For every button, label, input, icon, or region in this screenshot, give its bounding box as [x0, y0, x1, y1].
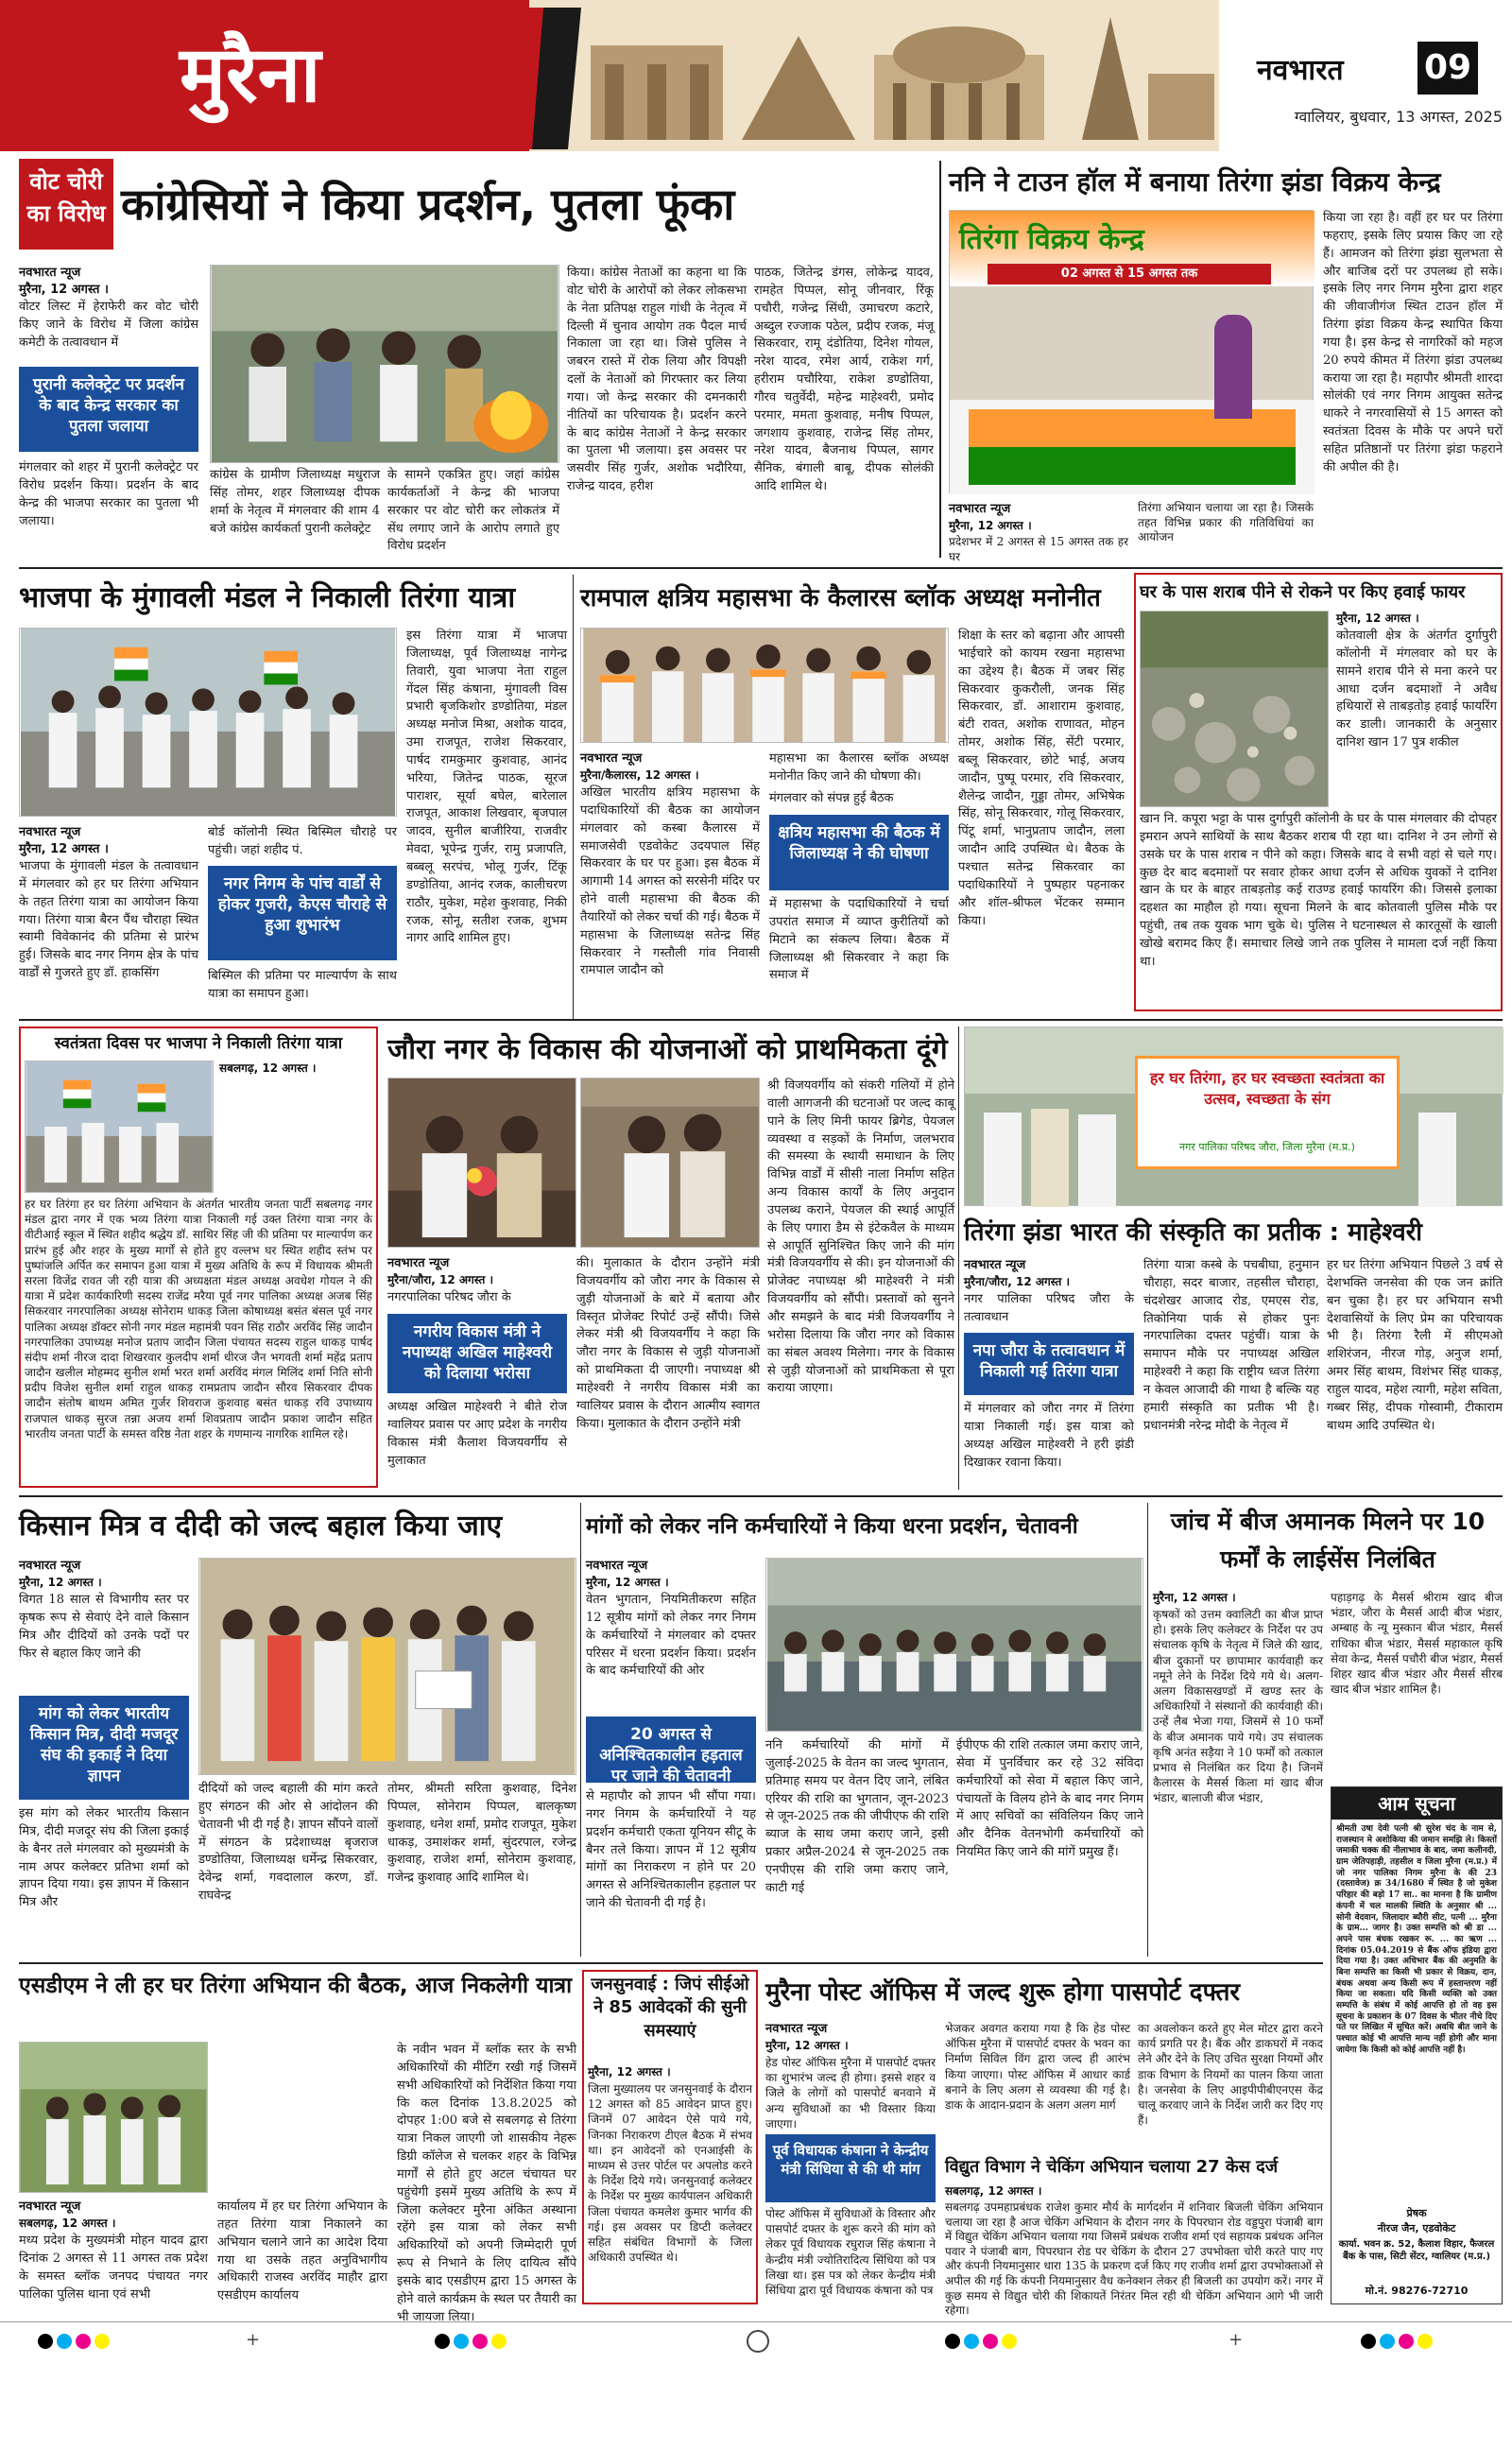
bjp-yatra-headline: भाजपा के मुंगावली मंडल ने निकाली तिरंगा यात्रा	[19, 581, 516, 614]
column-rule	[573, 575, 574, 1019]
jansunvai-text: जिला मुख्यालय पर जनसुनवाई के दौरान 12 अगस्त को 85 आवेदन प्राप्त हुए। जिनमें 07 आवेदन ऐसे पाये गये, जिनका निराकरण टीएल बैठक में संभव था। इन आवेदनों को एनआईसी के माध्यम से उत्तर पोर्टल पर अपलोड करने के निर्देश दिये गये। जनसुनवाई कलेक्टर के निर्देश पर मुख्य कार्यपालन अधिकारी जिला पंचायत कमलेश कुमार भार्गव की गई। इस अवसर पर डिप्टी कलेक्टर सहित संबंधित विभागों के जिला अधिकारी उपस्थित थे।	[588, 2082, 752, 2265]
passport-headline: मुरैना पोस्ट ऑफिस में जल्द शुरू होगा पासपोर्ट दफ्तर	[765, 1978, 1241, 2007]
beej-text-2: पहाड़गढ़ के मैसर्स श्रीराम खाद बीज भंडार, जौरा के मैसर्स आदी बीज भंडार, अम्बाह के न्यू मुस्कान बीज भंडार, मैसर्स राधिका बीज भंडार, मैसर्स महाकाल कृषि सेवा केन्द्र, मैसर्स पचौरी बीज भंडार, मैसर्स शिहर खाद बीज भंडार और मैसर्स सीरब खाद बीज भंडार शामिल है।	[1331, 1591, 1503, 1697]
tiranga-center-text-1: प्रदेशभर में 2 अगस्त से 15 अगस्त तक हर घर	[949, 535, 1128, 563]
page-number: 09	[1418, 42, 1478, 95]
dharna-headline: मांगों को लेकर ननि कर्मचारियों ने किया धरना प्रदर्शन, चेतावनी	[586, 1514, 1078, 1539]
lead-text-4: किया। कांग्रेस नेताओं का कहना था कि वोट चोरी के आरोपों को लेकर लोकसभा के नेता प्रतिपक्ष राहुल गांधी के नेतृत्व में दिल्ली में चुनाव आयोग तक पैदल मार्च निकाला जा रहा था। जिसे पुलिस ने जबरन रास्ते में रोक लिया और विपक्षी दलों के नेताओं को गिरफ्तार कर लिया गया। जो केन्द्र सरकार की दमनकारी नीतियों का परिचायक है। प्रदर्शन करने के बाद कांग्रेस नेताओं ने केन्द्र सरकार का पुतला भी जलाया। इस अवसर पर जसवीर सिंह गुर्जर, अशोक भदौरिया, राजेन्द्र यादव, हरीश	[567, 266, 747, 494]
jaura-text-3: श्री विजयवर्गीय को संकरी गलियों में होने वाली आगजनी की घटनाओं पर जल्द काबू पाने के लिए मिनी फायर ब्रिगेड, पेयजल व्यवस्था व सड़कों के निर्माण, जलभराव की समस्या के स्थायी समाधान के लिए विभिन्न वार्डों में सीसी नाला निर्माण सहित अन्य विकास कार्यों के लिए अनुदान उपलब्ध कराने, पेयजल की स्थाई आपूर्ति के लिए पगारा डैम से इंटेकवैल के माध्यम से आपूर्ति सुनिश्चित किए जाने की मांग मंत्री विजयवर्गीय से की। इन योजनाओं की प्रोजेक्ट नपाध्यक्ष श्री माहेश्वरी ने मंत्री विजयवर्गीय को सौंपी। प्रस्तावों को सुनने और समझने के बाद मंत्री विजयवर्गीय ने भरोसा दिलाया कि जौरा नगर को विकास का संबल अवश्य मिलेगा। नगर के विकास से जुड़ी योजनाओं को प्राथमिकता से पूरा कराया जाएगा।	[767, 1078, 954, 1396]
kisan-text-1b: इस मांग को लेकर भारतीय किसान मित्र, दीदी मजदूर संघ की जिला इकाई के बैनर तले मंगलवार को मुख्यमंत्री के नाम अपर कलेक्टर प्रतिभा शर्मा को ज्ञापन दिया गया। इस ज्ञापन में किसान मित्र और	[19, 1806, 189, 1910]
bjp-yatra-callout: नगर निगम के पांच वार्डों से होकर गुजरी, केएस चौराहे से हुआ शुभारंभ	[208, 866, 397, 960]
maheshwari-text-2: तिरंगा यात्रा कस्बे के पचबीघा, हनुमान चौराहा, सदर बाजार, तहसील चौराहा, चंदशेखर आजाद रोड, एमएस रोड, तिकोनिया पार्क से होकर पुनः नगरपालिका दफ्तर पहुंचीं। यात्रा के समापन मौके पर नपाध्यक्ष अखिल माहेश्वरी ने कहा कि राष्ट्रीय ध्वज तिरंगा न केवल आजादी की गाथा है बल्कि यह हमारी संस्कृति का प्रतीक भी है। प्रधानमंत्री नरेन्द्र मोदी के नेतृत्व में	[1143, 1258, 1319, 1433]
sdm-text-3: के नवीन भवन में ब्लॉक स्तर के सभी अधिकारियों की मीटिंग रखी गई जिसमें सभी अधिकारियों को निर्देशित किया गया कि कल दिनांक 13.8.2025 को दोपहर 1:00 बजे से सबलगढ़ से तिरंगा यात्रा निकल जाएगी जो शासकीय नेहरू डिग्री कॉलेज से चलकर शहर के विभिन्न मार्गों से होते हुए अटल चंचायत घर पहुंचेगी इसमें मुख्य अतिथि के रूप में जिला कलेक्टर मुरैना अंकित अस्थाना रहेंगे इस यात्रा को लेकर सभी अधिकारियों को अपनी जिम्मेदारी पूर्ण रूप से निभाने के लिए दायित्व सौंपे इसके बाद एसडीएम द्वारा 15 अगस्त के होने वाले कार्यक्रम के स्थल पर तैयारी का भी जायजा लिया।	[397, 2043, 576, 2324]
dharna-text-1a: वेतन भुगतान, नियमितीकरण सहित 12 सूत्रीय मांगों को लेकर नगर निगम के कर्मचारियों ने मंगलवार को दफ्तर परिसर में धरना प्रदर्शन किया। प्रदर्शन के बाद कर्मचारियों की ओर	[586, 1593, 756, 1679]
bjp-yatra-dateline: मुरैना, 12 अगस्त ।	[19, 842, 109, 856]
dharna-byline: नवभारत न्यूज	[586, 1559, 648, 1573]
maheshwari-text-3: हर घर तिरंगा अभियान पिछले 3 वर्ष से देशभक्ति जनसेवा की एक जन क्रांति बन चुका है। हर घर अभियान सभी देशवासियों के लिए प्रेम का परिचायक भी है। तिरंगा रैली में सीएमओ शशिरंजन, नीरज गोड़, अनुज शर्मा, अमर सिंह बाथम, विशंभर सिंह धाकड़, राहुल यादव, महेश त्यागी, महेश सविता, गब्बर सिंह, दीपक गोस्वामी, टीकाराम बाथम आदि उपस्थित थे।	[1327, 1258, 1503, 1433]
dharna-dateline: मुरैना, 12 अगस्त ।	[586, 1576, 669, 1589]
kisan-dateline: मुरैना, 12 अगस्त ।	[19, 1576, 102, 1589]
passport-byline: नवभारत न्यूज	[765, 2022, 828, 2036]
tiranga-center-byline: नवभारत न्यूज	[949, 502, 1011, 516]
passport-callout: पूर्व विधायक कंषाना ने केन्द्रीय मंत्री सिंधिया से की थी मांग	[765, 2134, 936, 2202]
section-rule	[19, 1495, 1503, 1497]
lead-headline: कांग्रेसियों ने किया प्रदर्शन, पुतला फूंका	[121, 179, 735, 230]
maheshwari-byline: नवभारत न्यूज	[964, 1258, 1026, 1272]
tiranga-center-text-3: किया जा रहा है। वहीं हर घर पर तिरंगा फहराए, इसके लिए प्रयास किए जा रहे हैं। आमजन को तिरंगा झंडा सुलभता से और बाजिब दरों पर उपलब्ध हो सके। इसके लिए नगर निगम मुरैना द्वारा शहर की जीवाजीगंज स्थित टाउन हॉल में तिरंगा झंडा विक्रय केन्द्र स्थापित किया गया है। इस केन्द्र से नागरिकों को महज 20 रुपये कीमत में तिरंगा झंडा उपलब्ध कराया जा रहा है। महापौर श्रीमती शारदा सोलंकी एवं नगर निगम आयुक्त सतेन्द्र धाकरे ने नगरवासियों से 15 अगस्त को स्वतंत्रता दिवस के मौके पर अपने घरों सहित प्रतिष्ठानों पर तिरंगा झंडा फहराने की अपील की है।	[1323, 211, 1503, 474]
maheshwari-photo	[964, 1027, 1503, 1206]
masthead-city: मुरैना	[180, 30, 321, 120]
newspaper-name: नवभारत	[1257, 54, 1344, 87]
jansunvai-dateline: मुरैना, 12 अगस्त ।	[588, 2065, 671, 2079]
jaura-headline: जौरा नगर के विकास की योजनाओं को प्राथमिकता दूंगे	[387, 1033, 948, 1066]
kisan-callout: मांग को लेकर भारतीय किसान मित्र, दीदी मजदूर संघ की इकाई ने दिया ज्ञापन	[19, 1696, 189, 1800]
kisan-headline: किसान मित्र व दीदी को जल्द बहाल किया जाए	[19, 1510, 503, 1543]
firing-text-1: कोतवाली क्षेत्र के अंतर्गत दुर्गापुरी कॉलोनी में मंगलवार को घर के सामने शराब पीने से मना करने पर आधा दर्जन बदमाशों ने अवैध हथियारों से ताबड़तोड़ हवाई फायरिंग कर डाली। जानकारी के अनुसार दानिश खान 17 पुत्र शकील	[1336, 629, 1497, 751]
kisan-text-1a: विगत 18 साल से विभागीय स्तर पर कृषक रूप से सेवाएं देने वाले किसान मित्र और दीदियों को उनके पदों पर फिर से बहाल किए जाने की	[19, 1593, 189, 1661]
kshatriya-byline: नवभारत न्यूज	[580, 751, 643, 766]
firing-headline: घर के पास शराब पीने से रोकने पर किए हवाई फायर	[1140, 582, 1466, 602]
passport-dateline: मुरैना, 12 अगस्त ।	[765, 2039, 849, 2052]
bjp-yatra-text-1: भाजपा के मुंगावली मंडल के तत्वावधान में मंगलवार को हर घर तिरंगा अभियान के तहत तिरंगा यात्रा का आयोजन किया गया। तिरंगा यात्रा बैरन पैंथ चौराहा स्थित स्वामी विवेकानंद की प्रतिमा से प्रारंभ हुई। जिसके बाद नगर निगम क्षेत्र के पांच वार्डों से गुजरते हुए डॉ. हाकसिंग	[19, 859, 198, 981]
masthead-monuments-illustration	[515, 8, 1233, 149]
lead-dateline: मुरैना, 12 अगस्त ।	[19, 283, 109, 297]
maheshwari-text-1a: नगर पालिका परिषद जौरा के तत्वावधान	[964, 1292, 1134, 1324]
jaura-text-2: की। मुलाकात के दौरान उन्होंने मंत्री विजयवर्गीय को जौरा नगर के विकास से जुड़ी योजनाओं के बारे में बताया और विस्तृत प्रोजेक्ट रिपोर्ट उन्हें सौंपी। जिसे लेकर मंत्री श्री विजयवर्गीय ने कहा कि जौरा नगर के विकास से जुड़ी योजनाओं को प्राथमिकता दी जाएगी। नपाध्यक्ष श्री माहेश्वरी ने नगरीय विकास मंत्री का ग्वालियर प्रवास के दौरान आत्मीय स्वागत किया। मुलाकात के दौरान उन्होंने मंत्री	[576, 1256, 760, 1431]
notice-title: आम सूचना	[1332, 1787, 1502, 1820]
dharna-text-1b: से महापौर को ज्ञापन भी सौंपा गया। नगर निगम के कर्मचारियों ने यह प्रदर्शन कर्मचारी एकता यूनियन सीटू के बैनर तले किया। ज्ञापन में 12 सूत्रीय मांगों का निराकरण न होने पर 20 अगस्त से अनिश्चितकालीन हड़ताल पर जाने की चेतावनी दी गई है।	[586, 1789, 756, 1911]
sdm-byline: नवभारत न्यूज	[19, 2200, 81, 2214]
firing-text-2: खान नि. कपूरा भट्टा के पास दुर्गापुरी कॉलोनी के घर के पास मंगलवार की दोपहर इमरान अपने साथियों के साथ बैठकर शराब पी रहा था। दानिश ने उन लोगों से उसके घर के पास शराब न पीने को कहा। जिसके बाद वे सभी वहां से चले गए। कुछ देर बाद बदमाशों पर सवार होकर आधा दर्जन से अधिक युवकों ने दानिश खान के घर के बाहर ताबड़तोड़ कई राउण्ड हवाई फायरिंग की। जिससे इलाका दहशत का माहौल हो गया। सूचना मिलने के बाद कोतवाली पुलिस मौके पर पहुंची, तब तक युवक भाग चुके थे। पुलिस ने घटनास्थल से कारतूसों के खाली खोखे बरामद किए हैं। समाचार लिखे जाने तक पुलिस ने मामला दर्ज नहीं किया था।	[1140, 812, 1497, 969]
passport-text-1a: हेड पोस्ट ऑफिस मुरैना में पासपोर्ट दफ्तर का शुभारंभ जल्द ही होगा। इससे शहर व जिले के लोगों को पासपोर्ट बनवाने में अन्य सुविधाओं का भी विस्तार किया जाएगा।	[765, 2056, 936, 2131]
lead-text-2: कांग्रेस के ग्रामीण जिलाध्यक्ष मधुराज सिंह तोमर, शहर जिलाध्यक्ष दीपक शर्मा के नेतृत्व में मंगलवार की शाम 4 बजे कांग्रेस कार्यकर्ता पुरानी कलेक्ट्रेट	[210, 468, 380, 536]
dharna-text-2: ननि कर्मचारियों की मांगों में जुलाई-2025 के वेतन का जल्द भुगतान, प्रतिमाह समय पर वेतन दिए जाने, लंबित एरियर की राशि का भुगतान, जून-2023 से जून-2025 तक की जीपीएफ की राशि ब्याज के साथ जमा कराए जाने, इसी प्रकार अप्रैल-2024 से जून-2025 तक एनपीएस की राशि जमा कराए जाने, काटी गई	[765, 1738, 949, 1895]
column-rule	[939, 161, 941, 558]
bjp-yatra-byline: नवभारत न्यूज	[19, 825, 81, 839]
tiranga-center-text-2: तिरंगा अभियान चलाया जा रहा है। जिसके तहत विभिन्न प्रकार की गतिविधियां का आयोजन	[1138, 501, 1314, 544]
section-rule	[19, 1962, 1323, 1964]
lead-text-3: के सामने एकत्रित हुए। जहां कांग्रेस कार्यकर्ताओं ने केन्द्र की भाजपा सरकार पर वोट चोरी कर लोकतंत्र में सेंध लगाए जाने के आरोप लगाते हुए विरोध प्रदर्शन	[387, 468, 559, 554]
jaura-text-1a: नगरपालिका परिषद जौरा के	[387, 1290, 511, 1304]
kshatriya-text-1: अखिल भारतीय क्षत्रिय महासभा के पदाधिकारियों की बैठक का आयोजन मंगलवार को कस्बा कैलारस में समाजसेवी एडवोकेट उदयपाल सिंह सिकरवार के घर पर हुआ। इस बैठक में आगामी 14 अगस्त को सरसेनी मंदिर पर होने वाली महासभा की बैठक की तैयारियों को लेकर चर्चा की गई। बैठक में महासभा के जिलाध्यक्ष सतेन्द्र सिंह सिकरवार ने गस्तौली गांव निवासी रामपाल जादौन को	[580, 785, 760, 978]
kisan-byline: नवभारत न्यूज	[19, 1559, 81, 1573]
beej-headline: जांच में बीज अमानक मिलने पर 10 फर्मों के लाईसेंस निलंबित	[1170, 1508, 1486, 1573]
jaura-photo-2	[580, 1078, 760, 1248]
column-rule	[580, 1503, 581, 1957]
bjp-yatra-text-2a: बोर्ड कॉलोनी स्थित बिस्मिल चौराहे पर पहुंची। जहां शहीद पं.	[208, 825, 397, 857]
photo-banner-text: तिरंगा विक्रय केन्द्र	[959, 223, 1144, 256]
maheshwari-banner: हर घर तिरंगा, हर घर स्वच्छता स्वतंत्रता का उत्सव, स्वच्छता के संग	[1149, 1069, 1385, 1108]
sdm-text-2: कार्यालय में हर घर तिरंगा अभियान के तहत तिरंगा यात्रा निकालने का अभियान चलाने जाने का आदेश दिया गया था उसके तहत अनुविभागीय अधिकारी राजस्व अरविंद माहौर द्वारा एसडीएम कार्यालय	[217, 2200, 387, 2303]
beej-text-1: कृषकों को उत्तम क्वालिटी का बीज प्राप्त हो। इसके लिए कलेक्टर के निर्देश पर उप संचालक कृषि के नेतृत्व में जिले की खाद, बीज दुकानों पर छापामार कार्यवाही कर नमूने लेने के निर्देश दिये गये थे। अलग-अलग विकासखण्डों में खण्ड स्तर के अधिकारियों ने संस्थानों की कार्यवाही की। उन्हें लैब भेजा गया, जिसमें से 10 फर्मों के बीज अमानक पाये गये। उप संचालक कृषि अनंत सड़ैया ने 10 फर्मों को तत्काल प्रभाव से निलंबित कर दिया है। जिनमें कैलारस के मैसर्स किला मां खाद बीज भंडार, बालाजी बीज भंडार,	[1153, 1608, 1323, 1805]
beej-dateline: मुरैना, 12 अगस्त ।	[1153, 1591, 1236, 1604]
dharna-text-3: ईपीएफ की राशि तत्काल जमा कराए जाने, सेवा में पुनर्विचार कर रहे 32 संविदा कर्मचारियों को सेवा में बहाल किए जाने, पंचायतों के विलय होने के बाद नगर निगम में आए सचिवों का संविलियन किए जाने और दैनिक वेतनभोगी कर्मचारियों को नियमित किए जाने की मांगें प्रमुख हैं।	[956, 1738, 1143, 1860]
bjp-yatra-text-2b: बिस्मिल की प्रतिमा पर माल्यार्पण के साथ यात्रा का समापन हुआ।	[208, 969, 397, 1001]
sdm-dateline: सबलगढ़, 12 अगस्त ।	[19, 2217, 116, 2230]
passport-text-2: भेजकर अवगत कराया गया है कि हेड पोस्ट ऑफिस मुरैना में पासपोर्ट दफ्तर के भवन का निर्माण सिविल विंग द्वारा जल्द ही आरंभ किया जाएगा। पोस्ट ऑफिस में आधार कार्ड बनाने के लिए अलग से व्यवस्था की गई है। डाक के आदान-प्रदान के अलग अलग मार्ग	[945, 2022, 1130, 2112]
section-rule	[19, 567, 1503, 569]
independence-headline: स्वतंत्रता दिवस पर भाजपा ने निकाली तिरंगा यात्रा	[54, 1034, 343, 1053]
lead-text-1: वोटर लिस्ट में हेराफेरी कर वोट चोरी किए जाने के विरोध में जिला कांग्रेस कमेटी के तत्वावधान में	[19, 300, 198, 350]
jaura-byline: नवभारत न्यूज	[387, 1256, 450, 1270]
bijli-dateline: सबलगढ़, 12 अगस्त ।	[945, 2184, 1042, 2198]
column-rule	[958, 1027, 959, 1490]
kshatriya-text-2a: महासभा का कैलारस ब्लॉक अध्यक्ष मनोनीत किए जाने की घोषणा की।	[769, 751, 949, 784]
section-rule	[19, 1019, 1503, 1021]
passport-text-1b: पोस्ट ऑफिस में सुविधाओं के विस्तार और पासपोर्ट दफ्तर के शुरू करने की मांग को लेकर पूर्व विधायक रघुराज सिंह कंषाना ने केन्द्रीय मंत्री ज्योतिरादित्य सिंधिया को पत्र लिखा था। इस पत्र को लेकर केन्द्रीय मंत्री सिंधिया द्वारा पूर्व विधायक कंषाना को पत्र	[765, 2207, 936, 2297]
passport-text-3: का अवलोकन करते हुए मेल मोटर द्वारा करने कार्य प्रगति पर है। बैंक और डाकघरों में नकद लेने और देने के लिए उचित सुरक्षा नियमों और डाक विभाग के नियमों का पालन किया जाता है। जनसेवा के लिए आइपीपीबीएनएस केंद्र चालू करवाए जाने के निर्देश जारी कर दिए गए हैं।	[1138, 2022, 1323, 2128]
photo-banner-date: 02 अगस्त से 15 अगस्त तक	[988, 264, 1271, 285]
jansunvai-headline: जनसुनवाई : जिपं सीईओ ने 85 आवेदकों की सुनी समस्याएं	[591, 1975, 749, 2041]
maheshwari-banner-sub: नगर पालिका परिषद जौरा, जिला मुरैना (म.प्र.)	[1179, 1141, 1355, 1153]
tiranga-center-headline: ननि ने टाउन हॉल में बनाया तिरंगा झंडा विक्रय केन्द्र	[949, 166, 1441, 198]
column-rule	[1147, 1503, 1148, 1957]
maheshwari-text-1b: में मंगलवार को जौरा नगर में तिरंगा यात्रा निकाली गई। इस यात्रा को अध्यक्ष अखिल माहेश्वरी ने हरी झंडी दिखाकर रवाना किया।	[964, 1402, 1134, 1470]
kshatriya-text-2c: में महासभा के पदाधिकारियों ने चर्चा उपरांत समाज में व्याप्त कुरीतियों को मिटाने का संकल्प लिया। बैठक में जिलाध्यक्ष श्री सिकरवार ने कहा कि समाज में	[769, 897, 949, 983]
sdm-text-1: मध्य प्रदेश के मुख्यमंत्री मोहन यादव द्वारा दिनांक 2 अगस्त से 11 अगस्त तक प्रदेश के समस्त ब्लॉक जनपद पंचायत नगर पालिका पुलिस थाना एवं सभी	[19, 2234, 208, 2302]
jaura-callout: नगरीय विकास मंत्री ने नपाध्यक्ष अखिल माहेश्वरी को दिलाया भरोसा	[387, 1314, 567, 1393]
kisan-photo	[198, 1558, 576, 1775]
lead-photo-protest	[210, 265, 559, 463]
firing-photo	[1140, 611, 1329, 807]
kshatriya-text-2b: मंगलवार को संपन्न हुई बैठक	[769, 791, 894, 805]
notice-body: श्रीमती उषा देवी पत्नी श्री सुरेश चंद के नाम से, राजस्थान मे अशोकिया की जमान समझि ले। किस्तों जमाकी चक्क की नीलाभाव के बाद, जमा कलीनदी, ग्राम जेतिपहाड़ी, तहसील व जिला मुरैना (म.प्र.) में जो नगर पालिका निगम मुरैना के की 23 (दस्तावेज) क्र 34/1680 में स्थित है जो मुकेश परिहार की बड़ो 17 सा.. का मानना है कि ग्रामीण कंपनी में चल मालकी स्थिति के अनुसार श्री ... सोनी वेदवान, जिलादार ब्यौरी सीट, पत्नी ... मुरैना के ग्राम... जागर है। उक्त सम्पत्ति को श्री डा ... अपने पास बंधक रखकर रू. ... का ऋण ... दिनांक 05.04.2019 से बैंक ऑफ इंडिया द्वारा दिया गया है। उक्त अधिभार बैंक की अनुमति के बिना सम्पत्ति का किसी भी प्रकार से विक्रय, दान, बंधक अथवा अन्य किसी रूप में हस्तान्तरण नहीं किया जा सकता। यदि किसी व्यक्ति को उक्त सम्पत्ति के संबंध में कोई आपत्ति हो तो वह इस सूचना के प्रकाशन के 07 दिवस के भीतर नीचे दिए पते पर लिखित में सूचित करें। अवधि बीत जाने के पश्चात कोई भी आपत्ति मान्य नहीं होगी और माना जायेगा कि किसी को कोई आपत्ति नहीं है।	[1336, 1824, 1497, 2055]
kshatriya-photo	[580, 628, 949, 743]
kshatriya-headline: रामपाल क्षत्रिय महासभा के कैलारस ब्लॉक अध्यक्ष मनोनीत	[580, 584, 1101, 612]
kshatriya-dateline: मुरैना/कैलारस, 12 अगस्त ।	[580, 768, 699, 782]
notice-sign-phone: मो.नं. 98276-72710	[1365, 2285, 1469, 2297]
notice-sign-label: प्रेषक	[1406, 2207, 1427, 2219]
independence-dateline: सबलगढ़, 12 अगस्त ।	[219, 1061, 317, 1075]
lead-byline: नवभारत न्यूज	[19, 266, 81, 280]
print-registration-strip: + +	[0, 2321, 1512, 2359]
sdm-photo	[19, 2042, 208, 2193]
tiranga-center-dateline: मुरैना, 12 अगस्त ।	[949, 519, 1032, 532]
lead-kicker: वोट चोरी का विरोध	[19, 159, 113, 250]
dateline: ग्वालियर, बुधवार, 13 अगस्त, 2025	[1294, 108, 1503, 126]
kshatriya-text-3: शिक्षा के स्तर को बढ़ाना और आपसी भाईचारे को कायम रखना महासभा का उद्देश्य है। बैठक में जबर सिंह सिकरवार कुकरौली, जनक सिंह सिकरवार, डॉ. आशाराम कुशवाह, बंटी रावत, अशोक राणावत, मोहन तोमर, अशोक सिंह, सेंटी परमार, बब्लू सिकरवार, छोटे भाई, अजय जादौन, पुष्पू परमार, रवि सिकरवार, शैलेन्द्र जादौन, गुड्डा तोमर, अभिषेक सिंह, सोनू सिकरवार, गोलू सिकरवार, पिंटू शर्मा, भानुप्रताप जादौन, लला जादौन आदि उपस्थित थे। बैठक के पश्चात सतेन्द्र सिकरवार का पदाधिकारियों ने पुष्पहार पहनाकर और शॉल-श्रीफल भेंटकर सम्मान किया।	[958, 629, 1125, 928]
kisan-text-3: तोमर, श्रीमती सरिता कुशवाह, दिनेश पिप्पल, सोनेराम पिप्पल, बालकृष्ण कुशवाह, धनेश शर्मा, प्रमोद राजपूत, मुकेश धाकड़, उमाशंकर शर्मा, सुंदरपाल, रजेन्द्र कुशवाह, राजेश शर्मा, सोनेराम कुशवाह, गजेन्द्र कुशवाह आदि शामिल थे।	[387, 1782, 576, 1886]
independence-text: हर घर तिरंगा हर घर तिरंगा अभियान के अंतर्गत भारतीय जनता पार्टी सबलगढ़ नगर मंडल द्वारा नगर में एक भव्य तिरंगा यात्रा निकाली गई उक्त तिरंगा यात्रा नगर के वीटीआई स्कूल में स्थित शहीद श्रद्धेय डॉ. साथिर सिंह जी की प्रतिमा पर माल्यार्पण कर प्रारंभ हुई और शहर के मुख्य मार्गों से होते हुए वल्लभ घर स्थित शहीद स्तंभ पर पुष्पांजलि अर्पित कर समापन हुआ यात्रा में मुख्य अतिथि के रूप में विधायक श्रीमती सरला विजेंद्र रावत जी रही यात्रा की अध्यक्षता मंडल अध्यक्ष अवधेश गोयल ने की यात्रा में प्रदेश कार्यकारिणी सदस्य राजेंद्र मरैया पूर्व नगर पालिका अध्यक्ष अजब सिंह सिकरवार नगरपालिका अध्यक्ष सोनेराम धाकड़ जिला कोषाध्यक्ष बसंत बंसल पूर्व नगर पालिका अध्यक्ष डॉक्टर सोनी नगर मंडल महामंत्री पवन सिंह राठौर अरविंद सिंह जादौन नगरपालिका उपाध्यक्ष मनोज प्रताप जादौन जिला पंचायत सदस्य राहुल धाकड़ पार्षद संदीप शर्मा नीरज दादा शिखरवार कुलदीप शर्मा धीरज जैन भगवती शर्मा महेंद्र प्रताप जादौन खलील मोहम्मद सुनील शर्मा भरत शर्मा अरविंद मंगल मिलिंद शर्मा निति सोनी प्रदीप विजेश सुनील शर्मा राहुल धाकड़ रामप्रताप जादौन सौरव सिकरवार दीपक जादौन संतोष बाथम अमित गुर्जर शिवराज कुशवाह बसंत धाकड़ रवि उपाध्याय राजपाल धाकड़ सुरज तन्ना अजय शर्मा शिवप्रताप जादौन प्रकाश जादौन सहित भारतीय जनता पार्टी के समस्त वरिष्ठ नेता शहर के गणमान्य नागरिक शामिल रहे।	[25, 1198, 372, 1441]
jaura-photo-1	[387, 1078, 576, 1248]
notice-sign-name: नीरज जैन, एडवोकेट	[1377, 2222, 1456, 2234]
dharna-photo	[765, 1558, 1143, 1732]
jaura-dateline: मुरैना/जौरा, 12 अगस्त ।	[387, 1273, 494, 1286]
lead-text-1b: मंगलवार को शहर में पुरानी कलेक्ट्रेट पर विरोध प्रदर्शन किया। प्रदर्शन के बाद केन्द्र की भाजपा सरकार का पुतला भी जलाया।	[19, 460, 198, 528]
tiranga-center-photo	[949, 210, 1314, 493]
independence-photo	[25, 1061, 214, 1193]
notice-sign-address: कार्या. भवन क्र. 52, कैलाश विहार, फैजरल बैंक के पास, सिटी सेंटर, ग्वालियर (म.प्र.)	[1338, 2239, 1495, 2262]
bijli-text: सबलगढ़ उपमहाप्रबंधक राजेश कुमार मौर्य के मार्गदर्शन में शनिवार बिजली चेकिंग अभियान चलाया जा रहा है आज चेकिंग अभियान के दौरान नगर के पिपरघान रोड वड्डपुरा पंजाबी बाग में विद्युत चेकिंग अभियान चलाया गया जिसमें प्रबंधक राजीव शर्मा एवं सहायक प्रबंधक अनिल पवार ने पंजाबी बाग, पिपरघान रोड पर चेकिंग के दौरान 27 उपभोक्ता चोरी करते पाए गए और कंपनी नियमानुसार धारा 135 के प्रकरण दर्ज किए गए राजीव शर्मा द्वारा उपभोक्ताओं से अपील की गई कि कंपनी नियमानुसार वैध कनेक्शन लेकर ही बिजली का उपयोग करें। नगर में कुछ समय से विद्युत चोरी की शिकायतें निरंतर मिल रही थी चेकिंग अभियान आगे भी जारी रहेगा।	[945, 2200, 1323, 2318]
maheshwari-headline: तिरंगा झंडा भारत की संस्कृति का प्रतीक : माहेश्वरी	[964, 1218, 1423, 1247]
bjp-yatra-photo	[19, 628, 397, 817]
kisan-text-2: दीदियों को जल्द बहाली की मांग करते हुए संगठन की ओर से आंदोलन की चेतावनी भी दी गई है। ज्ञापन सौंपने वालों में संगठन के प्रदेशाध्यक्ष बृजराज डण्डोतिया, जिलाध्यक्ष धर्मेन्द्र सिकरवार, देवेन्द्र शर्मा, गवदालाल करण, डॉ. राघवेन्द्र	[198, 1782, 378, 1904]
kshatriya-callout: क्षत्रिय महासभा की बैठक में जिलाध्यक्ष ने की घोषणा	[769, 815, 949, 890]
maheshwari-dateline: मुरैना/जौरा, 12 अगस्त ।	[964, 1275, 1071, 1288]
lead-callout: पुरानी कलेक्ट्रेट पर प्रदर्शन के बाद केन्द्र सरकार का पुतला जलाया	[19, 367, 198, 452]
lead-text-5: पाठक, जितेन्द्र डंगस, लोकेन्द्र यादव, रामहेत पिप्पल, सोनू जीनवार, रिंकू पचौरी, गजेन्द्र सिंधी, उमाचरण कटारे, अब्दुल रज्जाक पठेल, प्रदीप रजक, मंजू सिकरवार, रामू दंडोतिया, दिनेश गोयल, नरेश यादव, रमेश आर्य, राकेश गर्ग, हरीराम पचौरिया, राकेश डण्डोतिया, गौरव चतुर्वेदी, महेन्द्र माहेश्वरी, प्रमोद परमार, ममता कुशवाह, मनीष पिप्पल, जगशाय कुशवाह, राजेन्द्र सिंह तोमर, नरेश यादव, बैजनाथ पिप्पल, सागर सैनिक, बंगाली बाबू, दीपक सोलंकी आदि शामिल थे।	[754, 266, 934, 494]
firing-dateline: मुरैना, 12 अगस्त ।	[1336, 612, 1419, 625]
sdm-headline: एसडीएम ने ली हर घर तिरंगा अभियान की बैठक, आज निकलेगी यात्रा	[19, 1974, 573, 1998]
bijli-headline: विद्युत विभाग ने चेकिंग अभियान चलाया 27 केस दर्ज	[945, 2157, 1279, 2177]
bjp-yatra-text-3: इस तिरंगा यात्रा में भाजपा जिलाध्यक्ष, पूर्व जिलाध्यक्ष नागेन्द्र तिवारी, युवा भाजपा नेता राहुल गेंदल सिंह कंषाना, मुंगावली विस प्रभारी बृजकिशोर डण्डोतिया, मंडल अध्यक्ष मनोज मिश्रा, अशोक यादव, उमा राजपूत, राजेश सिकरवार, पार्षद रामकुमार कुशवाह, आनंद भरिया, जितेन्द्र पाठक, सूरज पाराशर, सूर्या बघेल, बारेलाल राजपूत, आकाश लिखवार, बृजपाल जादव, सुनील बाजीरिया, राजवीर मेवदा, भूपेन्द्र गुर्जर, रामु प्रजापति, बब्बलू सरपंच, भोलू गुर्जर, टिंकू डण्डोतिया, आनंद रजक, कालीचरण राठौर, मुकेश, महेश कुशवाह, निकी रजक, सोनू, सतीश रजक, शुभम नागर आदि शामिल हुए।	[406, 629, 567, 946]
jaura-text-1b: अध्यक्ष अखिल माहेश्वरी ने बीते रोज ग्वालियर प्रवास पर आए प्रदेश के नगरीय विकास मंत्री कैलाश विजयवर्गीय से मुलाकात	[387, 1400, 567, 1468]
maheshwari-callout: नपा जौरा के तत्वावधान में निकाली गई तिरंगा यात्रा	[964, 1333, 1134, 1395]
dharna-callout: 20 अगस्त से अनिश्चितकालीन हड़ताल पर जाने की चेतावनी	[586, 1717, 756, 1783]
